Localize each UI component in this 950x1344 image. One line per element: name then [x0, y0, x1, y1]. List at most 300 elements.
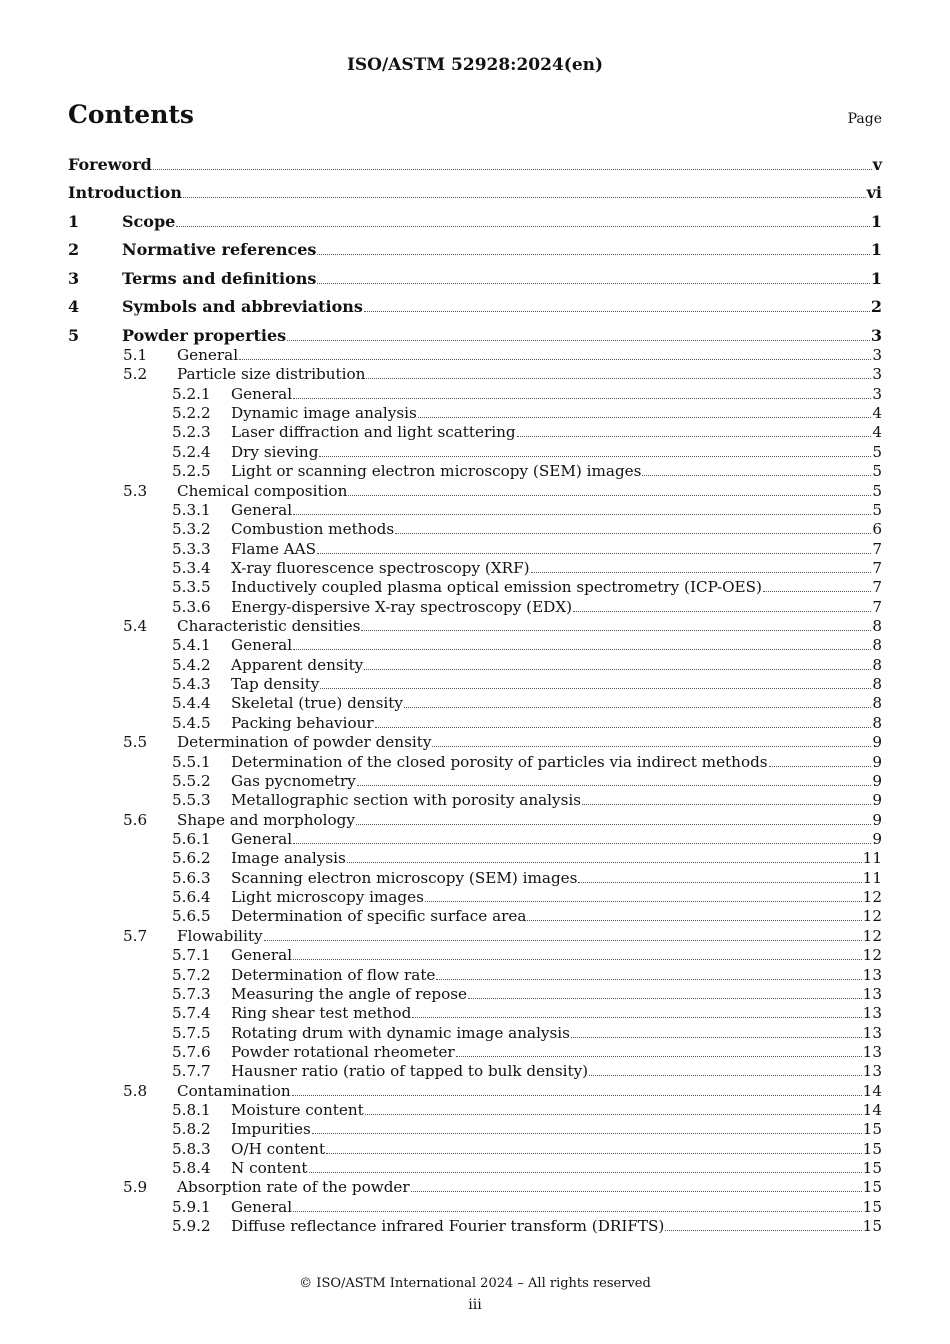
toc-entry-line: [231, 461, 882, 481]
toc-entry[interactable]: [0, 183, 950, 203]
toc-entry-line: [122, 326, 882, 346]
toc-entry[interactable]: [0, 212, 950, 232]
toc-entry-line: [231, 422, 882, 442]
dot-leader: [292, 1095, 862, 1096]
dot-leader: [375, 727, 872, 728]
toc-entry-title: O/H content: [231, 1139, 326, 1158]
toc-entry[interactable]: [0, 269, 950, 289]
dot-leader: [589, 1075, 862, 1076]
dot-leader: [364, 311, 870, 312]
toc-entry-line: [231, 887, 882, 907]
toc-entry-number: 5.1: [123, 346, 148, 364]
dot-leader: [365, 1114, 862, 1115]
toc-entry[interactable]: [0, 906, 950, 926]
toc-entry[interactable]: [0, 597, 950, 617]
toc-entry-number: 5.8.1: [172, 1101, 211, 1120]
toc-entry-line: [122, 269, 882, 289]
dot-leader: [287, 340, 870, 341]
dot-leader: [432, 746, 871, 747]
toc-entry-number: 5.6.5: [172, 907, 211, 926]
toc-entry-line: [177, 926, 882, 946]
toc-entry[interactable]: [0, 752, 950, 772]
toc-entry-number: 5.8.2: [172, 1120, 211, 1139]
toc-entry-title: Scope: [122, 212, 176, 231]
toc-entry-line: [231, 1100, 882, 1120]
toc-entry-line: [231, 771, 882, 791]
toc-entry-line: [177, 732, 882, 752]
toc-entry-number: 5.5.3: [172, 791, 211, 810]
dot-leader: [293, 959, 862, 960]
toc-entry-title: General: [231, 384, 293, 403]
toc-entry-page: vi: [866, 183, 882, 202]
dot-leader: [317, 283, 869, 284]
toc-entry-page: 15: [862, 1217, 882, 1236]
toc-entry-page: 15: [862, 1159, 882, 1178]
toc-entry-number: 5: [68, 326, 80, 345]
toc-entry-line: [231, 1061, 882, 1081]
dot-leader: [309, 1172, 862, 1173]
dot-leader: [356, 824, 871, 825]
toc-entry-number: 5.7.4: [172, 1004, 211, 1023]
toc-entry-number: 5.3.5: [172, 578, 211, 597]
toc-entry[interactable]: [0, 810, 950, 830]
toc-entry-number: 5.7: [123, 926, 148, 945]
toc-entry-page: v: [872, 155, 882, 174]
toc-entry[interactable]: [0, 577, 950, 597]
dot-leader: [468, 998, 862, 999]
toc-entry-page: 1: [870, 269, 882, 288]
toc-entry-number: 5.7.3: [172, 984, 211, 1003]
dot-leader: [436, 979, 861, 980]
toc-entry-line: [231, 829, 882, 849]
toc-entry-number: 5.7.6: [172, 1042, 211, 1061]
dot-leader: [319, 456, 871, 457]
toc-entry-title: Symbols and abbreviations: [122, 297, 363, 316]
toc-entry[interactable]: [0, 887, 950, 907]
toc-entry[interactable]: [0, 693, 950, 713]
toc-entry-line: [231, 693, 882, 713]
toc-entry[interactable]: [0, 790, 950, 810]
dot-leader: [264, 940, 862, 941]
toc-entry-number: 5.4.2: [172, 655, 211, 674]
toc-entry-title: Dynamic image analysis: [231, 404, 417, 423]
page-number: iii: [468, 1297, 482, 1313]
contents-title: Contents: [68, 100, 195, 129]
toc-entry-title: N content: [231, 1159, 308, 1178]
toc-entry-page: 9: [872, 771, 882, 790]
toc-entry-page: 9: [872, 830, 882, 848]
toc-entry-line: [231, 984, 882, 1004]
toc-entry-title: Hausner ratio (ratio of tapped to bulk density): [231, 1062, 589, 1081]
dot-leader: [412, 1017, 861, 1018]
toc-entry-page: 12: [862, 907, 882, 926]
toc-entry-line: [231, 752, 882, 772]
toc-entry-page: 3: [870, 326, 882, 345]
dot-leader: [293, 514, 871, 515]
toc-entry[interactable]: [0, 1158, 950, 1178]
toc-entry-number: 4: [68, 297, 80, 316]
toc-entry-title: General: [231, 500, 293, 519]
toc-entry-number: 5.6.3: [172, 868, 211, 887]
toc-entry-number: 5.7.7: [172, 1062, 211, 1081]
toc-entry-number: 5.2.1: [172, 384, 211, 403]
toc-entry-line: [231, 848, 882, 868]
toc-entry-title: Terms and definitions: [122, 269, 317, 288]
toc-entry-page: 15: [862, 1178, 882, 1197]
toc-entry-number: 5.2: [123, 365, 148, 384]
toc-entry-page: 8: [872, 617, 882, 636]
toc-entry-title: Shape and morphology: [177, 810, 355, 829]
toc-entry[interactable]: [0, 926, 950, 946]
toc-entry-page: 5: [872, 442, 882, 461]
toc-entry-number: 5.4.5: [172, 713, 211, 732]
dot-leader: [517, 436, 872, 437]
toc-entry-line: [231, 1197, 882, 1217]
toc-entry-line: [231, 1003, 882, 1023]
toc-entry-number: 3: [68, 269, 80, 288]
dot-leader: [239, 359, 871, 360]
toc-entry-number: 5.7.5: [172, 1023, 211, 1042]
toc-entry-page: 8: [872, 636, 882, 655]
toc-entry[interactable]: [0, 1197, 950, 1217]
toc-entry-title: Diffuse reflectance infrared Fourier transform (DRIFTS): [231, 1217, 665, 1236]
toc-entry-page: 9: [872, 733, 882, 752]
toc-entry-line: [177, 481, 882, 501]
dot-leader: [571, 1037, 862, 1038]
dot-leader: [395, 533, 871, 534]
toc-entry-number: 5.5.2: [172, 771, 211, 790]
toc-entry-line: [231, 1023, 882, 1043]
toc-entry-title: Apparent density: [231, 655, 364, 674]
toc-entry-page: 13: [862, 1004, 882, 1023]
toc-entry-title: General: [231, 636, 293, 655]
toc-entry[interactable]: [0, 848, 950, 868]
dot-leader: [357, 785, 871, 786]
toc-entry-page: 7: [872, 558, 882, 577]
toc-entry-line: [177, 810, 882, 830]
toc-entry[interactable]: [0, 1023, 950, 1043]
toc-entry-page: 12: [862, 946, 882, 965]
toc-entry-number: 5.3.1: [172, 500, 211, 519]
toc-entry-number: 5.5: [123, 733, 148, 752]
toc-entry-number: 5.3: [123, 481, 148, 500]
toc-entry-line: [231, 519, 882, 539]
toc-entry-title: Characteristic densities: [177, 617, 361, 636]
toc-entry-title: General: [231, 830, 293, 848]
toc-entry-title: Flame AAS: [231, 539, 317, 558]
toc-entry-page: 13: [862, 1062, 882, 1081]
toc-entry-page: 5: [872, 500, 882, 519]
toc-entry[interactable]: [0, 1061, 950, 1081]
toc-entry-page: 5: [872, 481, 882, 500]
toc-entry-line: [231, 1158, 882, 1178]
toc-entry-line: [231, 1216, 882, 1236]
toc-entry-number: 5.9: [123, 1178, 148, 1197]
toc-entry-title: Determination of powder density: [177, 733, 432, 752]
toc-entry[interactable]: [0, 539, 950, 559]
dot-leader: [361, 630, 871, 631]
toc-entry-title: Impurities: [231, 1120, 311, 1139]
toc-entry-line: [231, 1042, 882, 1062]
toc-entry-page: 15: [862, 1197, 882, 1216]
dot-leader: [404, 707, 871, 708]
document-id-header: ISO/ASTM 52928:2024(en): [346, 55, 604, 75]
dot-leader: [456, 1056, 862, 1057]
toc-entry-title: Introduction: [68, 183, 182, 202]
toc-entry-title: Inductively coupled plasma optical emission spectrometry (ICP-OES): [231, 578, 762, 597]
toc-entry-title: Contamination: [177, 1081, 291, 1100]
toc-entry-page: 9: [872, 791, 882, 810]
toc-entry-page: 9: [872, 752, 882, 771]
toc-entry-title: Dry sieving: [231, 442, 319, 461]
toc-entry-page: 1: [870, 240, 882, 259]
toc-entry-page: 1: [870, 212, 882, 231]
toc-entry[interactable]: [0, 771, 950, 791]
toc-entry-number: 5.8: [123, 1081, 148, 1100]
toc-entry-title: General: [231, 1197, 293, 1216]
dot-leader: [293, 398, 871, 399]
toc-entry-title: X-ray fluorescence spectroscopy (XRF): [231, 558, 530, 577]
toc-entry-line: [231, 790, 882, 810]
toc-entry-page: 4: [872, 423, 882, 442]
toc-entry-title: General: [177, 346, 239, 364]
toc-entry-line: [122, 297, 882, 317]
toc-entry-title: Flowability: [177, 926, 263, 945]
toc-entry[interactable]: [0, 1081, 950, 1101]
toc-entry-number: 5.3.6: [172, 597, 211, 616]
toc-entry-number: 5.6.4: [172, 888, 211, 907]
toc-entry-page: 14: [862, 1081, 882, 1100]
toc-entry[interactable]: [0, 732, 950, 752]
toc-entry-line: [231, 674, 882, 694]
toc-entry-page: 15: [862, 1120, 882, 1139]
toc-entry-line: [231, 577, 882, 597]
toc-entry[interactable]: [0, 1119, 950, 1139]
dot-leader: [317, 553, 871, 554]
toc-entry-page: 14: [862, 1101, 882, 1120]
toc-entry-line: [122, 240, 882, 260]
toc-entry-line: [177, 1177, 882, 1197]
dot-leader: [317, 254, 869, 255]
dot-leader: [763, 591, 871, 592]
toc-entry-line: [122, 212, 882, 232]
toc-entry-number: 5.2.5: [172, 462, 211, 481]
toc-entry-number: 1: [68, 212, 80, 231]
toc-entry-line: [231, 384, 882, 404]
toc-entry-title: Determination of the closed porosity of particles via indirect methods: [231, 752, 768, 771]
dot-leader: [176, 226, 870, 227]
toc-entry-number: 5.6.1: [172, 830, 211, 848]
toc-entry[interactable]: [0, 558, 950, 578]
toc-entry-title: Measuring the angle of repose: [231, 984, 468, 1003]
toc-entry-title: Light microscopy images: [231, 888, 424, 907]
toc-entry-number: 5.2.2: [172, 404, 211, 423]
toc-entry-title: Gas pycnometry: [231, 771, 356, 790]
toc-entry[interactable]: [0, 326, 950, 346]
toc-entry-title: Light or scanning electron microscopy (SEM) images: [231, 462, 642, 481]
dot-leader: [418, 417, 872, 418]
toc-entry-title: Rotating drum with dynamic image analysis: [231, 1023, 570, 1042]
toc-entry-number: 5.3.2: [172, 520, 211, 539]
toc-entry[interactable]: [0, 155, 950, 175]
toc-entry-title: Laser diffraction and light scattering: [231, 423, 516, 442]
toc-entry-page: 4: [872, 404, 882, 423]
toc-entry[interactable]: [0, 965, 950, 985]
toc-entry-page: 13: [862, 1042, 882, 1061]
toc-entry-line: [231, 442, 882, 462]
toc-entry-number: 5.9.1: [172, 1197, 211, 1216]
toc-entry[interactable]: [0, 984, 950, 1004]
dot-leader: [293, 843, 871, 844]
toc-entry-page: 12: [862, 926, 882, 945]
toc-entry-title: Determination of specific surface area: [231, 907, 527, 926]
dot-leader: [425, 901, 862, 902]
toc-entry-line: [231, 558, 882, 578]
toc-entry-title: Powder properties: [122, 326, 287, 345]
toc-entry-line: [177, 616, 882, 636]
toc-entry-line: [231, 655, 882, 675]
toc-entry[interactable]: [0, 868, 950, 888]
toc-entry-page: 3: [872, 346, 882, 364]
toc-entry-line: [68, 183, 882, 203]
dot-leader: [665, 1230, 861, 1231]
toc-entry[interactable]: [0, 297, 950, 317]
dot-leader: [573, 611, 871, 612]
toc-entry-title: Packing behaviour: [231, 713, 374, 732]
toc-entry[interactable]: [0, 384, 950, 404]
toc-entry-page: 13: [862, 1023, 882, 1042]
toc-entry-title: Metallographic section with porosity analysis: [231, 791, 582, 810]
dot-leader: [153, 169, 872, 170]
dot-leader: [769, 766, 872, 767]
toc-entry-title: Normative references: [122, 240, 317, 259]
toc-entry-title: Chemical composition: [177, 481, 348, 500]
toc-entry[interactable]: [0, 674, 950, 694]
toc-entry[interactable]: [0, 461, 950, 481]
toc-entry-number: 5.3.4: [172, 558, 211, 577]
toc-entry-number: 5.8.4: [172, 1159, 211, 1178]
toc-entry-page: 13: [862, 965, 882, 984]
toc-entry-line: [231, 868, 882, 888]
toc-entry[interactable]: [0, 829, 950, 849]
toc-entry[interactable]: [0, 1100, 950, 1120]
toc-entry-number: 5.8.3: [172, 1139, 211, 1158]
toc-entry-line: [68, 155, 882, 175]
toc-entry-line: [231, 635, 882, 655]
dot-leader: [347, 862, 862, 863]
toc-entry[interactable]: [0, 345, 950, 365]
toc-entry-page: 2: [870, 297, 882, 316]
toc-entry-page: 13: [862, 984, 882, 1003]
toc-entry[interactable]: [0, 1003, 950, 1023]
toc-entry-page: 11: [862, 868, 882, 887]
toc-entry-line: [231, 500, 882, 520]
toc-entry-line: [231, 965, 882, 985]
dot-leader: [642, 475, 871, 476]
toc-entry[interactable]: [0, 655, 950, 675]
toc-entry-number: 2: [68, 240, 80, 259]
toc-entry-title: Combustion methods: [231, 520, 395, 539]
toc-entry[interactable]: [0, 442, 950, 462]
toc-entry-number: 5.7.2: [172, 965, 211, 984]
toc-entry-number: 5.7.1: [172, 946, 211, 965]
dot-leader: [578, 882, 861, 883]
toc-entry[interactable]: [0, 1177, 950, 1197]
toc-entry-line: [231, 713, 882, 733]
toc-entry-number: 5.4.1: [172, 636, 211, 655]
toc-entry-number: 5.2.3: [172, 423, 211, 442]
toc-entry-line: [231, 539, 882, 559]
copyright-footer: © ISO/ASTM International 2024 – All rights reserved: [299, 1276, 651, 1291]
toc-entry-number: 5.3.3: [172, 539, 211, 558]
dot-leader: [364, 669, 871, 670]
dot-leader: [312, 1133, 862, 1134]
toc-entry-page: 5: [872, 462, 882, 481]
toc-entry-line: [177, 364, 882, 384]
toc-entry-title: Foreword: [68, 155, 152, 174]
toc-entry-page: 7: [872, 539, 882, 558]
toc-entry-title: Skeletal (true) density: [231, 694, 403, 713]
toc-entry[interactable]: [0, 945, 950, 965]
dot-leader: [320, 688, 871, 689]
toc-entry-number: 5.6.2: [172, 849, 211, 868]
toc-entry-page: 12: [862, 888, 882, 907]
toc-entry-number: 5.4.4: [172, 694, 211, 713]
toc-entry[interactable]: [0, 240, 950, 260]
toc-entry[interactable]: [0, 500, 950, 520]
toc-entry-page: 9: [872, 810, 882, 829]
dot-leader: [366, 378, 871, 379]
toc-entry[interactable]: [0, 616, 950, 636]
toc-entry-page: 8: [872, 694, 882, 713]
toc-entry-page: 15: [862, 1139, 882, 1158]
toc-entry[interactable]: [0, 713, 950, 733]
toc-entry[interactable]: [0, 519, 950, 539]
toc-entry-title: Energy-dispersive X-ray spectroscopy (EDX): [231, 597, 573, 616]
toc-entry-page: 6: [872, 520, 882, 539]
toc-entry-page: 8: [872, 655, 882, 674]
toc-entry-title: Particle size distribution: [177, 365, 366, 384]
toc-entry[interactable]: [0, 364, 950, 384]
toc-entry-title: Moisture content: [231, 1101, 364, 1120]
toc-entry-line: [177, 1081, 882, 1101]
dot-leader: [326, 1153, 862, 1154]
toc-entry-title: Image analysis: [231, 849, 346, 868]
toc-entry-page: 3: [872, 384, 882, 403]
toc-entry-number: 5.2.4: [172, 442, 211, 461]
toc-entry[interactable]: [0, 1139, 950, 1159]
toc-entry-title: Scanning electron microscopy (SEM) images: [231, 868, 578, 887]
dot-leader: [293, 1211, 862, 1212]
toc-entry[interactable]: [0, 635, 950, 655]
toc-entry[interactable]: [0, 422, 950, 442]
toc-entry-page: 8: [872, 713, 882, 732]
toc-entry[interactable]: [0, 1042, 950, 1062]
toc-entry-line: [231, 1119, 882, 1139]
toc-entry[interactable]: [0, 403, 950, 423]
dot-leader: [531, 572, 872, 573]
toc-entry-title: Determination of flow rate: [231, 965, 436, 984]
toc-entry-line: [177, 345, 882, 365]
page-column-label: Page: [847, 111, 882, 127]
dot-leader: [582, 804, 871, 805]
dot-leader: [527, 920, 861, 921]
toc-entry-page: 7: [872, 578, 882, 597]
toc-entry[interactable]: [0, 1216, 950, 1236]
toc-entry-page: 8: [872, 675, 882, 694]
toc-entry[interactable]: [0, 481, 950, 501]
toc-entry-line: [231, 403, 882, 423]
